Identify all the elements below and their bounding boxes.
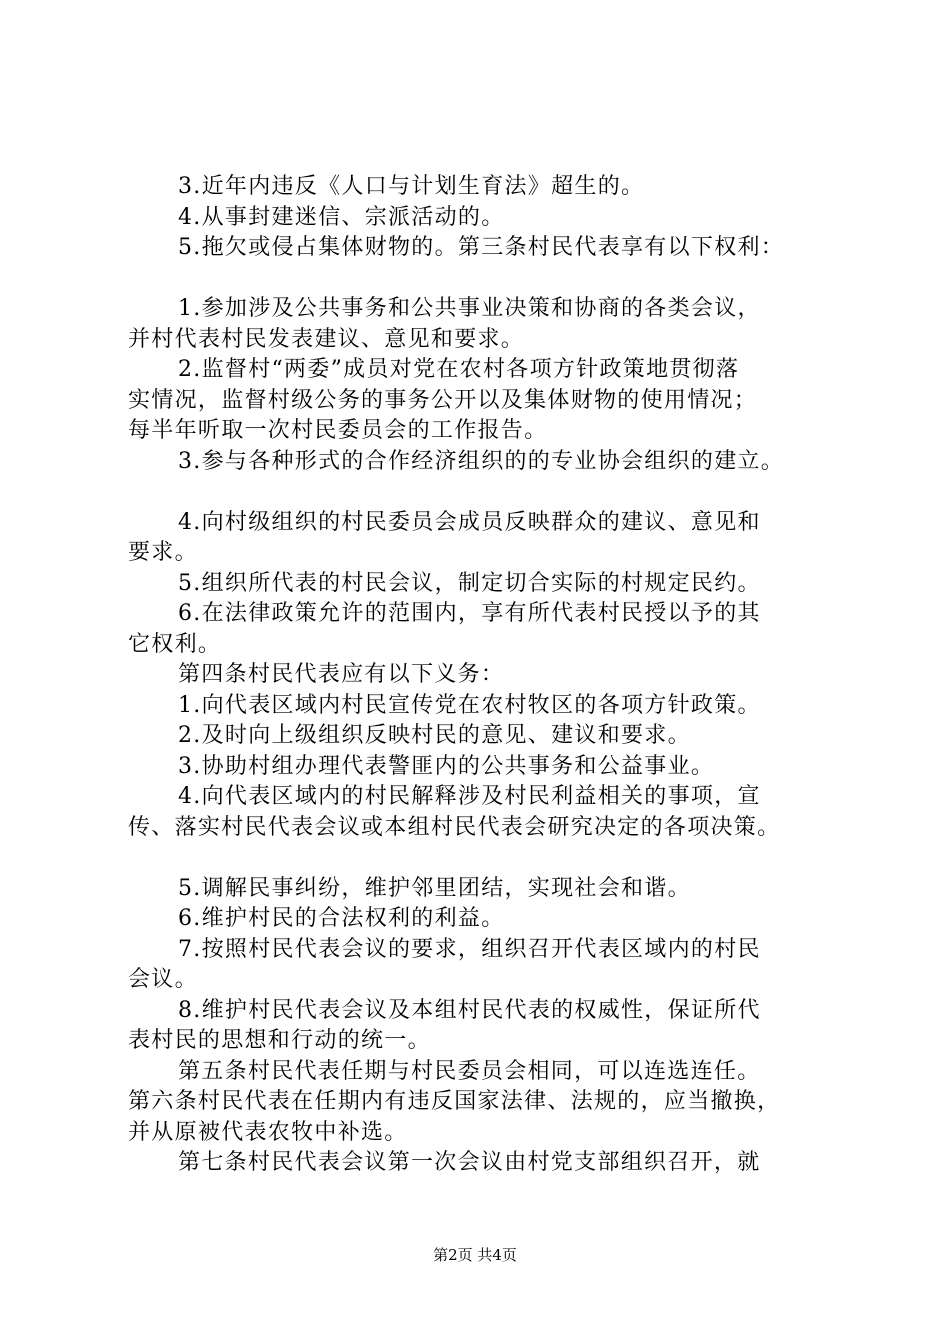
text-line: 1.参加涉及公共事务和公共事业决策和协商的各类会议， (178, 296, 761, 321)
text-line: 第五条村民代表任期与村民委员会相同，可以连选连任。 (178, 1058, 761, 1084)
document-body (128, 172, 848, 1179)
text-line: 并村代表村民发表建议、意见和要求。 (128, 326, 525, 352)
text-line: 1.向代表区域内村民宣传党在农村牧区的各项方针政策。 (178, 692, 761, 718)
text-line: 传、落实村民代表会议或本组村民代表会研究决定的各项决策。 (128, 814, 781, 840)
text-line: 4.从事封建迷信、宗派活动的。 (178, 204, 505, 230)
text-line: 6.在法律政策允许的范围内，享有所代表村民授以予的其 (178, 601, 761, 626)
text-line: 第七条村民代表会议第一次会议由村党支部组织召开，就 (178, 1150, 761, 1175)
blank-line (128, 843, 848, 874)
text-line: 会议。 (128, 967, 198, 992)
text-line: 5.调解民事纠纷，维护邻里团结，实现社会和谐。 (178, 875, 691, 901)
text-line: 4.向代表区域内的村民解释涉及村民利益相关的事项，宣 (178, 784, 761, 809)
text-line: 表村民的思想和行动的统一。 (128, 1028, 431, 1053)
text-line: 实情况，监督村级公务的事务公开以及集体财物的使用情况； (128, 387, 758, 413)
text-line: 3.协助村组办理代表警匪内的公共事务和公益事业。 (178, 753, 715, 779)
text-line: 3.近年内违反《人口与计划生育法》超生的。 (178, 174, 645, 199)
text-line: 每半年听取一次村民委员会的工作报告。 (128, 418, 548, 443)
blank-line (128, 264, 848, 295)
text-line: 要求。 (128, 540, 198, 565)
text-line: 4.向村级组织的村民委员会成员反映群众的建议、意见和 (178, 509, 761, 535)
text-line: 5.拖欠或侵占集体财物的。第三条村民代表享有以下权利： (178, 235, 785, 260)
text-line: 它权利。 (128, 631, 222, 657)
text-line: 6.维护村民的合法权利的利益。 (178, 906, 505, 931)
text-line: 8.维护村民代表会议及本组村民代表的权威性，保证所代 (178, 997, 761, 1023)
text-line: 并从原被代表农牧中补选。 (128, 1119, 408, 1145)
text-line: 第六条村民代表在任期内有违反国家法律、法规的，应当撤换， (128, 1089, 781, 1114)
page-number-footer: 第2页 共4页 (433, 1246, 517, 1264)
section-heading: 第四条村民代表应有以下义务： (178, 662, 505, 687)
text-line: 3.参与各种形式的合作经济组织的的专业协会组织的建立。 (178, 448, 785, 474)
text-line: 7.按照村民代表会议的要求，组织召开代表区域内的村民 (178, 936, 761, 962)
blank-line (128, 477, 848, 508)
text-line: 2.监督村“两委”成员对党在农村各项方针政策地贯彻落 (178, 357, 740, 382)
text-line: 2.及时向上级组织反映村民的意见、建议和要求。 (178, 723, 691, 748)
text-line: 5.组织所代表的村民会议，制定切合实际的村规定民约。 (178, 570, 761, 596)
